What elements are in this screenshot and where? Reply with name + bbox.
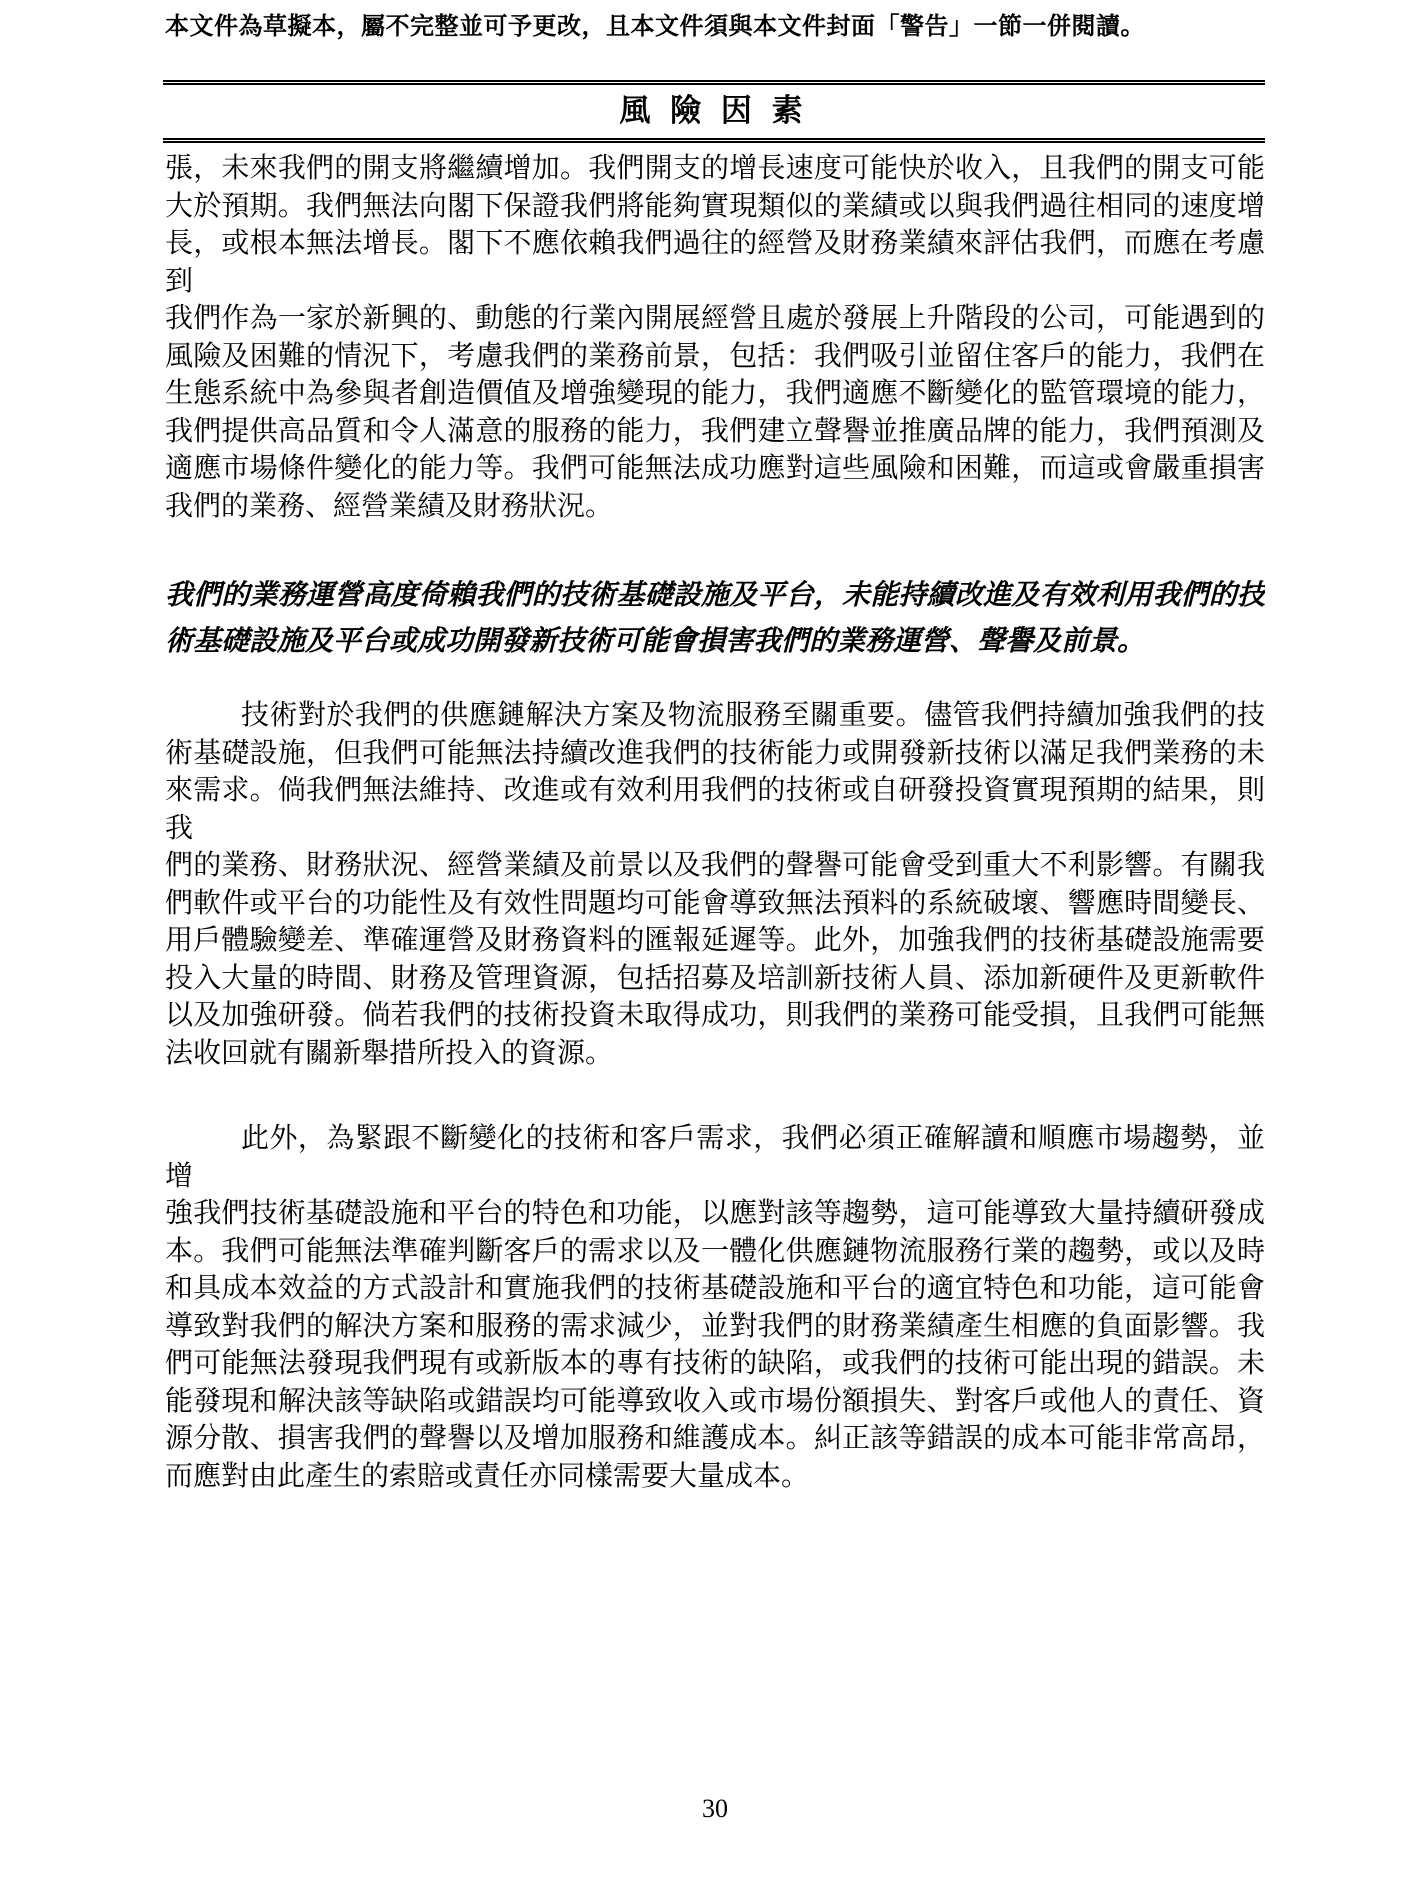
header-bottom-rule — [163, 138, 1265, 143]
text-line: 們可能無法發現我們現有或新版本的專有技術的缺陷，或我們的技術可能出現的錯誤。未 — [165, 1348, 1265, 1379]
text-line: 我們的業務運營高度倚賴我們的技術基礎設施及平台，未能持續改進及有效利用我們的技 — [165, 580, 1265, 611]
text-line: 本。我們可能無法準確判斷客戶的需求以及一體化供應鏈物流服務行業的趨勢，或以及時 — [165, 1235, 1265, 1267]
text-line: 和具成本效益的方式設計和實施我們的技術基礎設施和平台的適宜特色和功能，這可能會 — [165, 1273, 1265, 1304]
section-header — [163, 80, 1265, 143]
text-line: 導致對我們的解決方案和服務的需求減少，並對我們的財務業績產生相應的負面影響。我 — [165, 1310, 1265, 1342]
paragraph-market-trends — [165, 1120, 1265, 1495]
risk-factor-subheading — [165, 573, 1265, 665]
text-line: 技術對於我們的供應鏈解決方案及物流服務至關重要。儘管我們持續加強我們的技 — [241, 700, 1265, 731]
text-line: 張，未來我們的開支將繼續增加。我們開支的增長速度可能快於收入，且我們的開支可能 — [165, 153, 1265, 184]
text-line: 術基礎設施及平台或成功開發新技術可能會損害我們的業務運營、聲譽及前景。 — [165, 626, 1146, 657]
text-line: 能發現和解決該等缺陷或錯誤均可能導致收入或市場份額損失、對客戶或他人的責任、資 — [165, 1385, 1265, 1417]
header-top-rule — [163, 80, 1265, 85]
draft-disclaimer: 本文件為草擬本，屬不完整並可予更改，且本文件須與本文件封面「警告」一節一併閱讀。 — [165, 14, 1145, 40]
text-line: 風險及困難的情況下，考慮我們的業務前景，包括：我們吸引並留住客戶的能力，我們在 — [165, 340, 1265, 372]
text-line: 來需求。倘我們無法維持、改進或有效利用我們的技術或自研發投資實現預期的結果，則我 — [165, 775, 1265, 844]
paragraph-technology-infrastructure — [165, 697, 1265, 1072]
body-text — [165, 150, 1265, 1495]
paragraph-expense-growth — [165, 150, 1265, 525]
text-line: 我們的業務、經營業績及財務狀況。 — [165, 490, 614, 522]
text-line: 用戶體驗變差、準確運營及財務資料的匯報延遲等。此外，加強我們的技術基礎設施需要 — [165, 925, 1265, 956]
text-line: 大於預期。我們無法向閣下保證我們將能夠實現類似的業績或以與我們過往相同的速度增 — [165, 190, 1265, 222]
text-line: 們的業務、財務狀況、經營業績及前景以及我們的聲譽可能會受到重大不利影響。有關我 — [165, 850, 1265, 881]
text-line: 們軟件或平台的功能性及有效性問題均可能會導致無法預料的系統破壞、響應時間變長、 — [165, 887, 1265, 919]
page-title: 風 險 因 素 — [619, 93, 809, 128]
text-line: 生態系統中為參與者創造價值及增強變現的能力，我們適應不斷變化的監管環境的能力， — [165, 378, 1265, 409]
text-line: 我們作為一家於新興的、動態的行業內開展經營且處於發展上升階段的公司，可能遇到的 — [165, 303, 1265, 334]
text-line: 術基礎設施，但我們可能無法持續改進我們的技術能力或開發新技術以滿足我們業務的未 — [165, 737, 1265, 769]
text-line: 法收回就有關新舉措所投入的資源。 — [165, 1037, 614, 1069]
text-line: 以及加強研發。倘若我們的技術投資未取得成功，則我們的業務可能受損，且我們可能無 — [165, 1000, 1265, 1031]
page-number: 30 — [702, 1794, 728, 1823]
text-line: 此外，為緊跟不斷變化的技術和客戶需求，我們必須正確解讀和順應市場趨勢，並增 — [165, 1123, 1265, 1192]
text-line: 源分散、損害我們的聲譽以及增加服務和維護成本。糾正該等錯誤的成本可能非常高昂， — [165, 1423, 1265, 1454]
text-line: 強我們技術基礎設施和平台的特色和功能，以應對該等趨勢，這可能導致大量持續研發成 — [165, 1198, 1265, 1229]
text-line: 長，或根本無法增長。閣下不應依賴我們過往的經營及財務業績來評估我們，而應在考慮到 — [165, 228, 1265, 297]
text-line: 而應對由此產生的索賠或責任亦同樣需要大量成本。 — [165, 1460, 810, 1492]
text-line: 適應市場條件變化的能力等。我們可能無法成功應對這些風險和困難，而這或會嚴重損害 — [165, 453, 1265, 484]
text-line: 我們提供高品質和令人滿意的服務的能力，我們建立聲譽並推廣品牌的能力，我們預測及 — [165, 415, 1265, 447]
text-line: 投入大量的時間、財務及管理資源，包括招募及培訓新技術人員、添加新硬件及更新軟件 — [165, 962, 1265, 994]
